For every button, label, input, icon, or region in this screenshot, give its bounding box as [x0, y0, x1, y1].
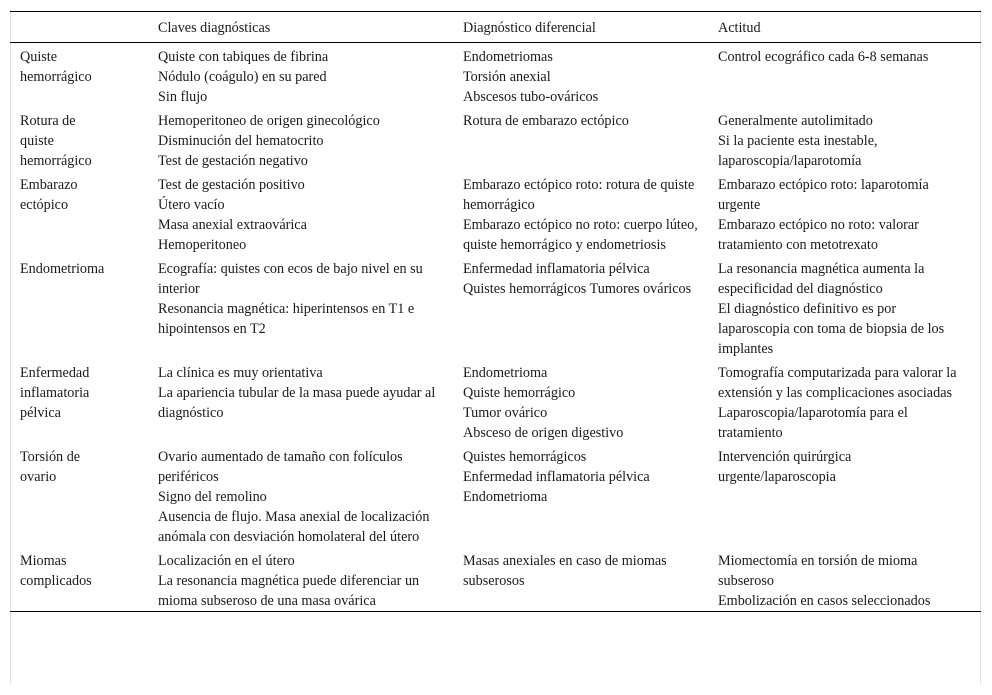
diferencial-item: Tumor ovárico: [463, 405, 548, 421]
table-row: [10, 359, 981, 443]
actitud-item: Generalmente autolimitado: [718, 113, 873, 129]
diferencial-item: Rotura de embarazo ectópico: [463, 113, 629, 129]
condition-name-line: Enfermedad: [20, 365, 90, 381]
condition-name-line: ovario: [20, 469, 57, 485]
actitud-item: Embolización en casos seleccionados: [718, 593, 931, 609]
condition-name-line: Endometrioma: [20, 261, 105, 277]
cell-actitud: [708, 107, 981, 171]
diferencial-item: Absceso de origen digestivo: [463, 425, 624, 441]
claves-item: Masa anexial extraovárica: [158, 217, 307, 233]
actitud-item: La resonancia magnética aumenta la especificidad del diagnóstico: [718, 261, 925, 297]
table-row: [10, 255, 981, 359]
cell-claves: [148, 171, 453, 255]
claves-item: La apariencia tubular de la masa puede ayudar al diagnóstico: [158, 385, 436, 421]
claves-item: Signo del remolino: [158, 489, 267, 505]
claves-item: Hemoperitoneo de origen ginecológico: [158, 113, 380, 129]
cell-claves: [148, 547, 453, 612]
diferencial-item: Endometrioma: [463, 489, 548, 505]
condition-name-line: quiste: [20, 133, 54, 149]
diferencial-item: Abscesos tubo-ováricos: [463, 89, 599, 105]
table-row: [10, 443, 981, 547]
claves-item: La clínica es muy orientativa: [158, 365, 323, 381]
cell-diferencial: [453, 359, 708, 443]
cell-diferencial: [453, 255, 708, 359]
diferencial-item: Endometriomas: [463, 49, 553, 65]
condition-name-line: Miomas: [20, 553, 67, 569]
diferencial-item: Endometrioma: [463, 365, 548, 381]
actitud-item: Embarazo ectópico no roto: valorar tratamiento con metotrexato: [718, 217, 919, 253]
actitud-item: Miomectomía en torsión de mioma subseroso: [718, 553, 918, 589]
header-diferencial: Diagnóstico diferencial: [463, 20, 596, 36]
cell-claves: [148, 443, 453, 547]
condition-name-line: hemorrágico: [20, 153, 92, 169]
cell-claves: [148, 107, 453, 171]
table-row: [10, 547, 981, 612]
condition-name-line: pélvica: [20, 405, 61, 421]
differential-diagnosis-table: [10, 11, 981, 612]
condition-name-line: Quiste: [20, 49, 58, 65]
table-row: [10, 171, 981, 255]
condition-name-line: inflamatoria: [20, 385, 90, 401]
claves-item: Sin flujo: [158, 89, 208, 105]
claves-item: Disminución del hematocrito: [158, 133, 324, 149]
header-actitud: Actitud: [718, 20, 761, 36]
cell-name: [10, 443, 148, 547]
cell-name: [10, 43, 148, 108]
claves-item: Test de gestación positivo: [158, 177, 305, 193]
diferencial-item: Embarazo ectópico no roto: cuerpo lúteo, quiste hemorrágico y endometriosis: [463, 217, 698, 253]
cell-diferencial: [453, 171, 708, 255]
actitud-item: El diagnóstico definitivo es por laparoscopia con toma de biopsia de los implantes: [718, 301, 945, 357]
diferencial-item: Embarazo ectópico roto: rotura de quiste hemorrágico: [463, 177, 695, 213]
actitud-item: Laparoscopia/laparotomía para el tratamiento: [718, 405, 908, 441]
diferencial-item: Masas anexiales en caso de miomas subserosos: [463, 553, 667, 589]
cell-actitud: [708, 43, 981, 108]
cell-actitud: [708, 443, 981, 547]
cell-diferencial: [453, 107, 708, 171]
condition-name-line: Rotura de: [20, 113, 76, 129]
cell-actitud: [708, 359, 981, 443]
claves-item: La resonancia magnética puede diferenciar un mioma subseroso de una masa ovárica: [158, 573, 420, 609]
diferencial-item: Torsión anexial: [463, 69, 551, 85]
claves-item: Ovario aumentado de tamaño con folículos periféricos: [158, 449, 403, 485]
condition-name-line: Embarazo: [20, 177, 78, 193]
cell-name: [10, 255, 148, 359]
claves-item: Localización en el útero: [158, 553, 295, 569]
cell-diferencial: [453, 547, 708, 612]
cell-actitud: [708, 255, 981, 359]
claves-item: Test de gestación negativo: [158, 153, 308, 169]
header-row: [10, 12, 981, 43]
diferencial-item: Quiste hemorrágico: [463, 385, 576, 401]
cell-name: [10, 171, 148, 255]
diferencial-item: Quistes hemorrágicos Tumores ováricos: [463, 281, 692, 297]
cell-name: [10, 547, 148, 612]
condition-name-line: hemorrágico: [20, 69, 92, 85]
header-claves: Claves diagnósticas: [158, 20, 271, 36]
actitud-item: Embarazo ectópico roto: laparotomía urgente: [718, 177, 929, 213]
cell-actitud: [708, 171, 981, 255]
cell-claves: [148, 359, 453, 443]
cell-name: [10, 359, 148, 443]
cell-actitud: [708, 547, 981, 612]
condition-name-line: complicados: [20, 573, 92, 589]
cell-claves: [148, 255, 453, 359]
condition-name-line: ectópico: [20, 197, 69, 213]
actitud-item: Si la paciente esta inestable, laparoscopia/laparotomía: [718, 133, 878, 169]
claves-item: Resonancia magnética: hiperintensos en T1 e hipointensos en T2: [158, 301, 415, 337]
cell-claves: [148, 43, 453, 108]
claves-item: Nódulo (coágulo) en su pared: [158, 69, 327, 85]
diferencial-item: Enfermedad inflamatoria pélvica: [463, 261, 650, 277]
claves-item: Ecografía: quistes con ecos de bajo nivel en su interior: [158, 261, 423, 297]
diferencial-item: Enfermedad inflamatoria pélvica: [463, 469, 650, 485]
table-row: [10, 43, 981, 108]
claves-item: Útero vacío: [158, 197, 225, 213]
table-row: [10, 107, 981, 171]
actitud-item: Control ecográfico cada 6-8 semanas: [718, 49, 929, 65]
claves-item: Quiste con tabiques de fibrina: [158, 49, 329, 65]
actitud-item: Tomografía computarizada para valorar la extensión y las complicaciones asociadas: [718, 365, 957, 401]
actitud-item: Intervención quirúrgica urgente/laparoscopia: [718, 449, 852, 485]
claves-item: Ausencia de flujo. Masa anexial de localización anómala con desviación homolateral del útero: [158, 509, 430, 545]
cell-name: [10, 107, 148, 171]
cell-diferencial: [453, 443, 708, 547]
claves-item: Hemoperitoneo: [158, 237, 247, 253]
header-condition: [10, 12, 148, 43]
cell-diferencial: [453, 43, 708, 108]
diferencial-item: Quistes hemorrágicos: [463, 449, 587, 465]
condition-name-line: Torsión de: [20, 449, 81, 465]
